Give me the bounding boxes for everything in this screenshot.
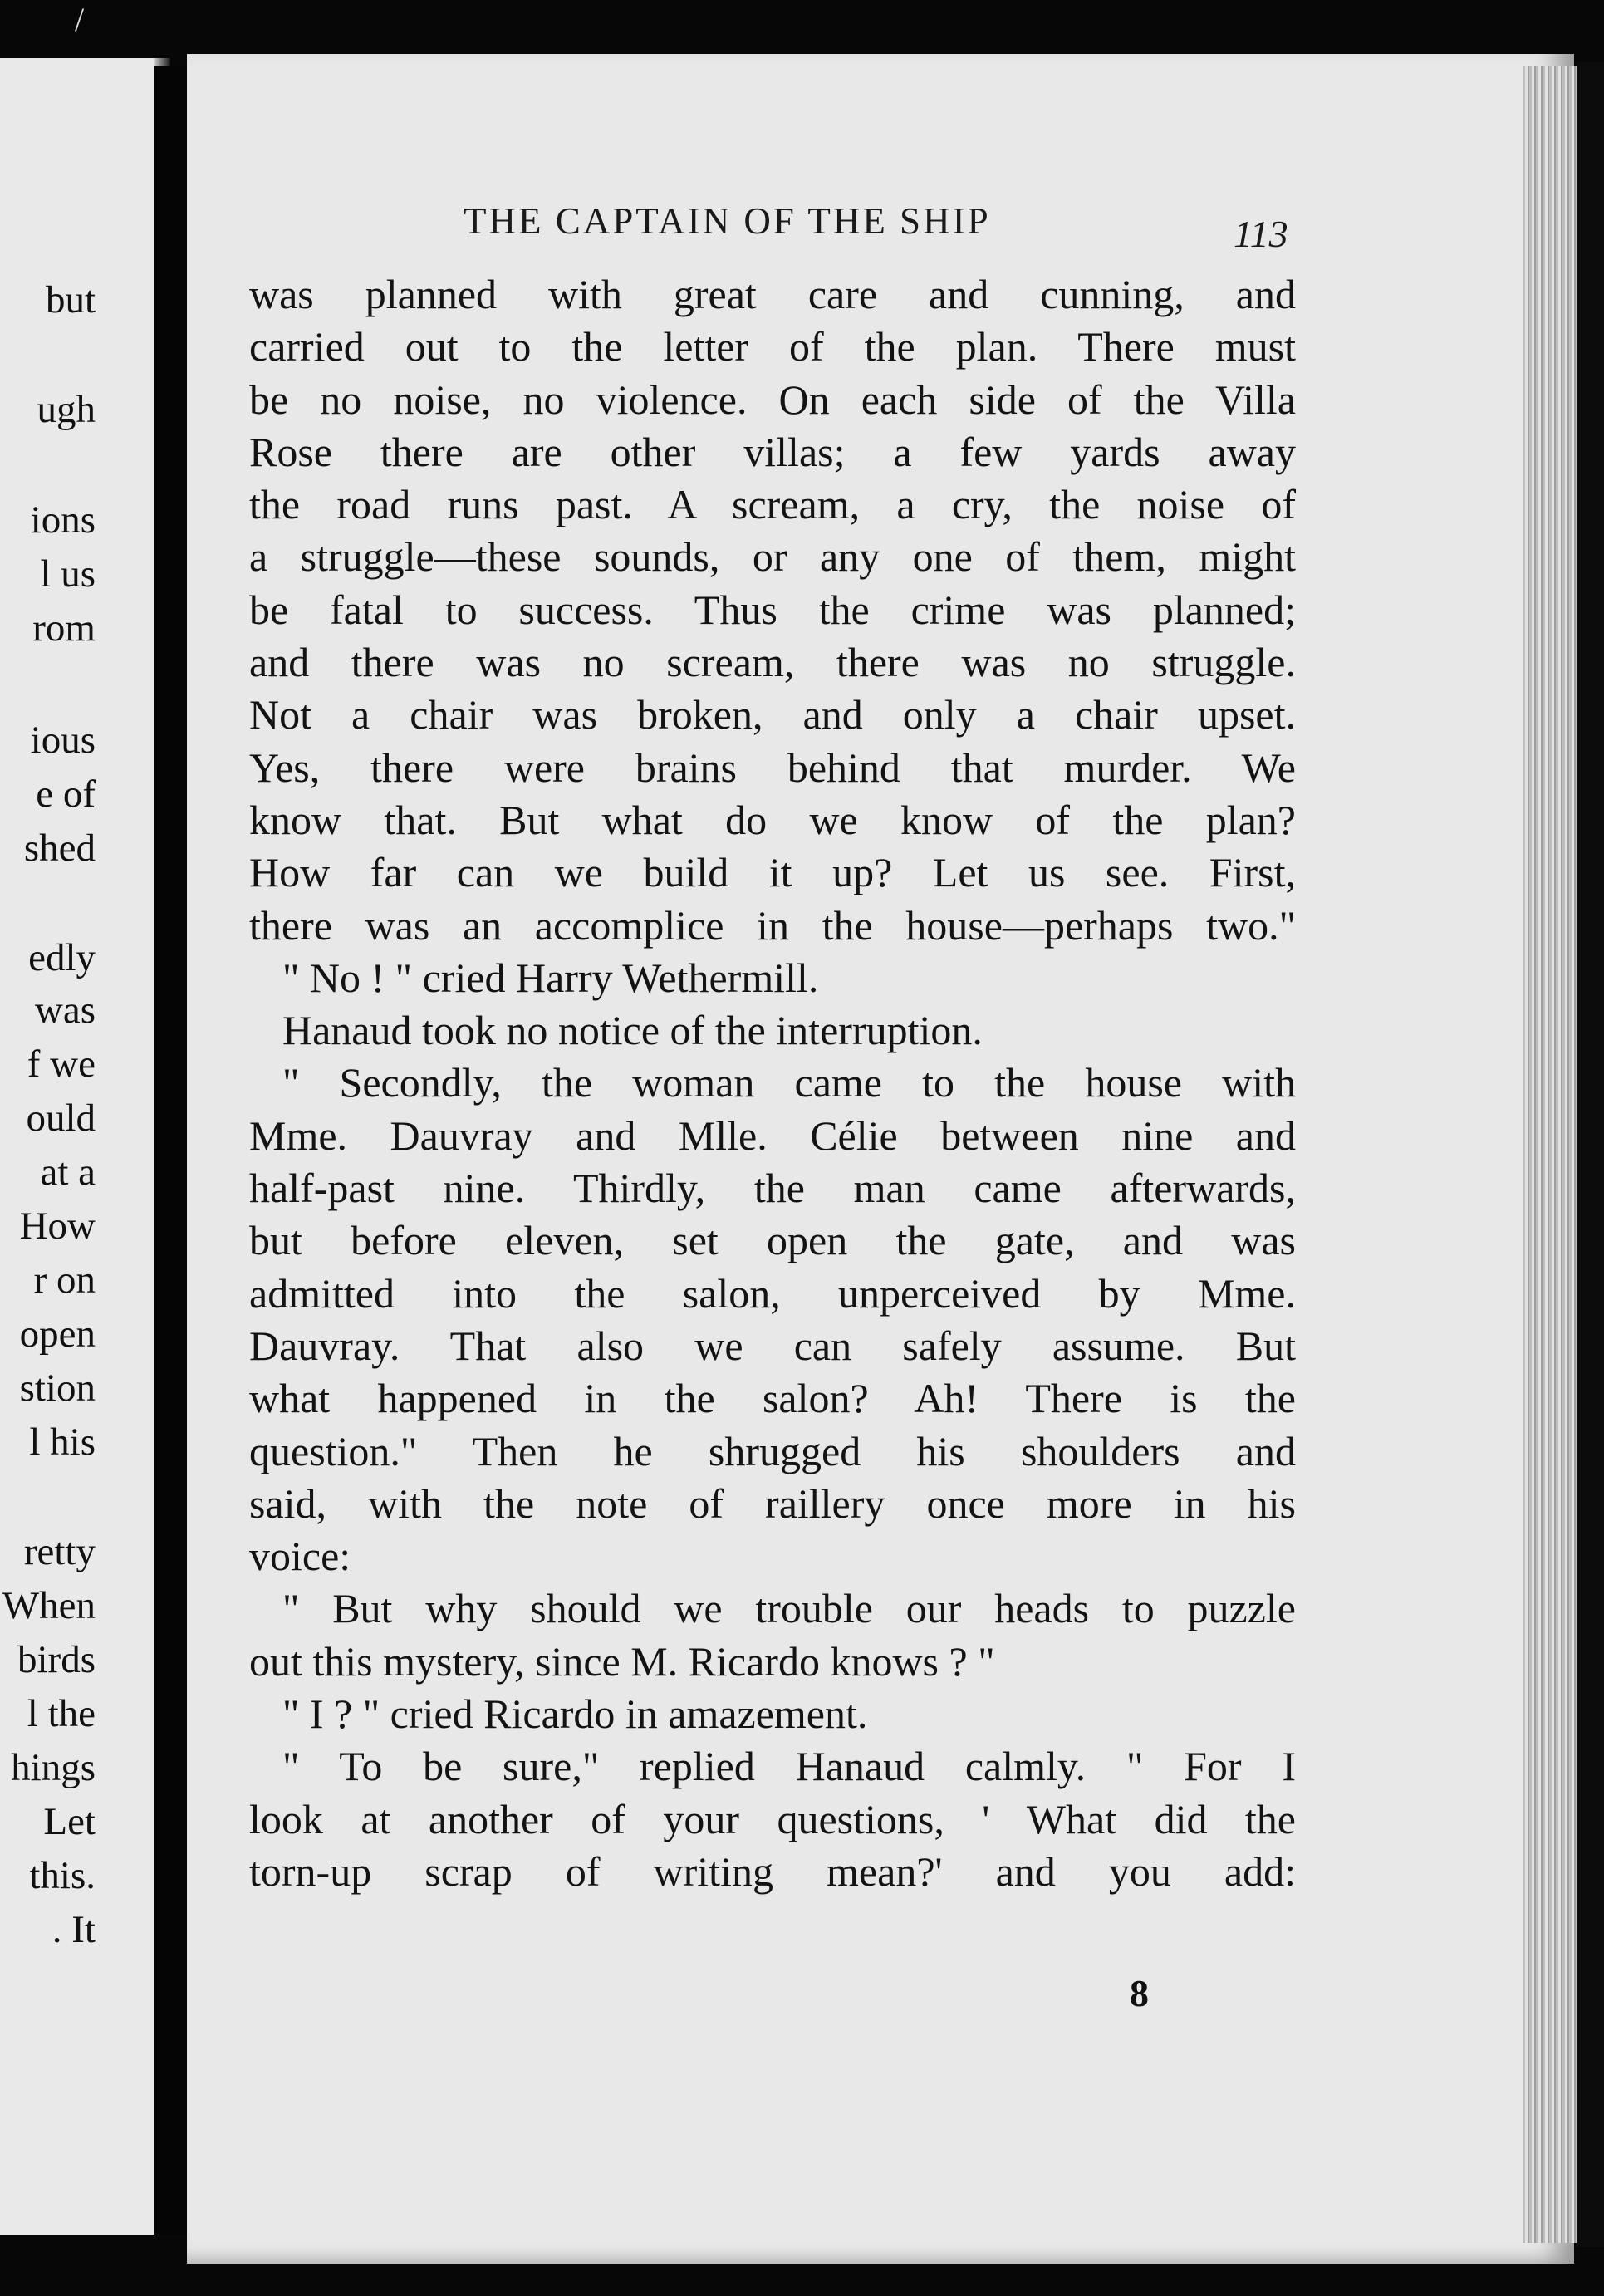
left-page-fragment: birds [17, 1638, 96, 1681]
text-line: out this mystery, since M. Ricardo knows ? " [249, 1637, 995, 1685]
left-page-fragment: rom [32, 606, 96, 650]
left-page-fragment: retty [23, 1530, 96, 1573]
text-line: there was an accomplice in the house—perhaps two." [249, 901, 1296, 949]
text-line: the road runs past. A scream, a cry, the noise of [249, 481, 1296, 528]
running-head: THE CAPTAIN OF THE SHIP [464, 200, 991, 242]
book-edge [1577, 62, 1604, 2247]
left-page-fragment: stion [19, 1366, 96, 1410]
page-number: 113 [1234, 213, 1288, 255]
left-page-fragment: e of [36, 773, 96, 816]
text-line: half-past nine. Thirdly, the man came afterwards, [249, 1165, 1296, 1212]
left-page-fragment: l the [27, 1692, 96, 1735]
left-page-fragment: ious [30, 719, 96, 762]
gutter [154, 66, 187, 2235]
text-line: Dauvray. That also we can safely assume. But [249, 1322, 1296, 1369]
left-page-fragment: . It [52, 1908, 96, 1951]
body-text [249, 268, 1296, 1898]
page-mark: / [75, 1, 85, 38]
text-line: " To be sure," replied Hanaud calmly. " For I [282, 1743, 1296, 1790]
left-page-fragment: Let [43, 1800, 96, 1843]
page-edges [1523, 66, 1577, 2243]
left-page-fragment: open [19, 1312, 96, 1356]
text-line: know that. But what do we know of the plan? [249, 796, 1296, 843]
text-line: Not a chair was broken, and only a chair upset. [249, 691, 1296, 738]
left-page-fragment: edly [28, 936, 96, 979]
left-page-fragment: but [45, 278, 96, 321]
signature-mark: 8 [1130, 1972, 1149, 2014]
text-line: Mme. Dauvray and Mlle. Célie between nine and [249, 1111, 1296, 1159]
text-line: was planned with great care and cunning, and [249, 271, 1296, 317]
text-line: be no noise, no violence. On each side of the Villa [249, 375, 1296, 423]
left-page-fragment: this. [29, 1854, 96, 1897]
text-line: question." Then he shrugged his shoulders and [249, 1427, 1296, 1474]
left-page-fragment: shed [23, 827, 96, 870]
left-page-fragment: ions [30, 498, 96, 542]
text-line: Hanaud took no notice of the interruption. [282, 1007, 983, 1054]
left-page-fragment: l his [29, 1420, 96, 1464]
left-page-fragment: hings [11, 1746, 96, 1789]
left-page-fragment: at a [40, 1150, 96, 1194]
left-page [0, 58, 154, 2235]
text-line: voice: [249, 1533, 351, 1580]
text-line: carried out to the letter of the plan. There must [249, 323, 1296, 370]
left-page-fragment: r on [33, 1258, 96, 1302]
text-line: said, with the note of raillery once more in his [249, 1479, 1296, 1527]
left-page-fragment: When [2, 1584, 96, 1627]
text-line: admitted into the salon, unperceived by Mme. [249, 1269, 1296, 1317]
text-line: look at another of your questions, ' What did the [249, 1795, 1296, 1842]
left-page-fragment: ugh [37, 388, 96, 431]
text-line: torn-up scrap of writing mean?' and you add: [249, 1847, 1296, 1895]
left-page-fragment: was [34, 989, 96, 1032]
text-line: " I ? " cried Ricardo in amazement. [282, 1690, 868, 1738]
text-line: a struggle—these sounds, or any one of them, might [249, 533, 1296, 581]
text-line: " But why should we trouble our heads to puzzle [282, 1585, 1296, 1632]
text-line: " Secondly, the woman came to the house with [282, 1059, 1296, 1106]
left-page-fragment: ould [26, 1096, 96, 1140]
text-line: but before eleven, set open the gate, and was [249, 1217, 1296, 1264]
text-line: How far can we build it up? Let us see. First, [249, 849, 1296, 896]
text-line: Yes, there were brains behind that murder. We [249, 743, 1296, 791]
text-line: be fatal to success. Thus the crime was planned; [249, 586, 1296, 633]
text-line: Rose there are other villas; a few yards away [249, 428, 1296, 475]
left-page-fragment: l us [40, 552, 96, 596]
left-page-fragment: f we [27, 1043, 96, 1086]
text-line: and there was no scream, there was no struggle. [249, 639, 1296, 686]
text-line: " No ! " cried Harry Wethermill. [282, 954, 819, 1001]
text-line: what happened in the salon? Ah! There is the [249, 1375, 1296, 1422]
left-page-fragment: How [19, 1204, 96, 1248]
